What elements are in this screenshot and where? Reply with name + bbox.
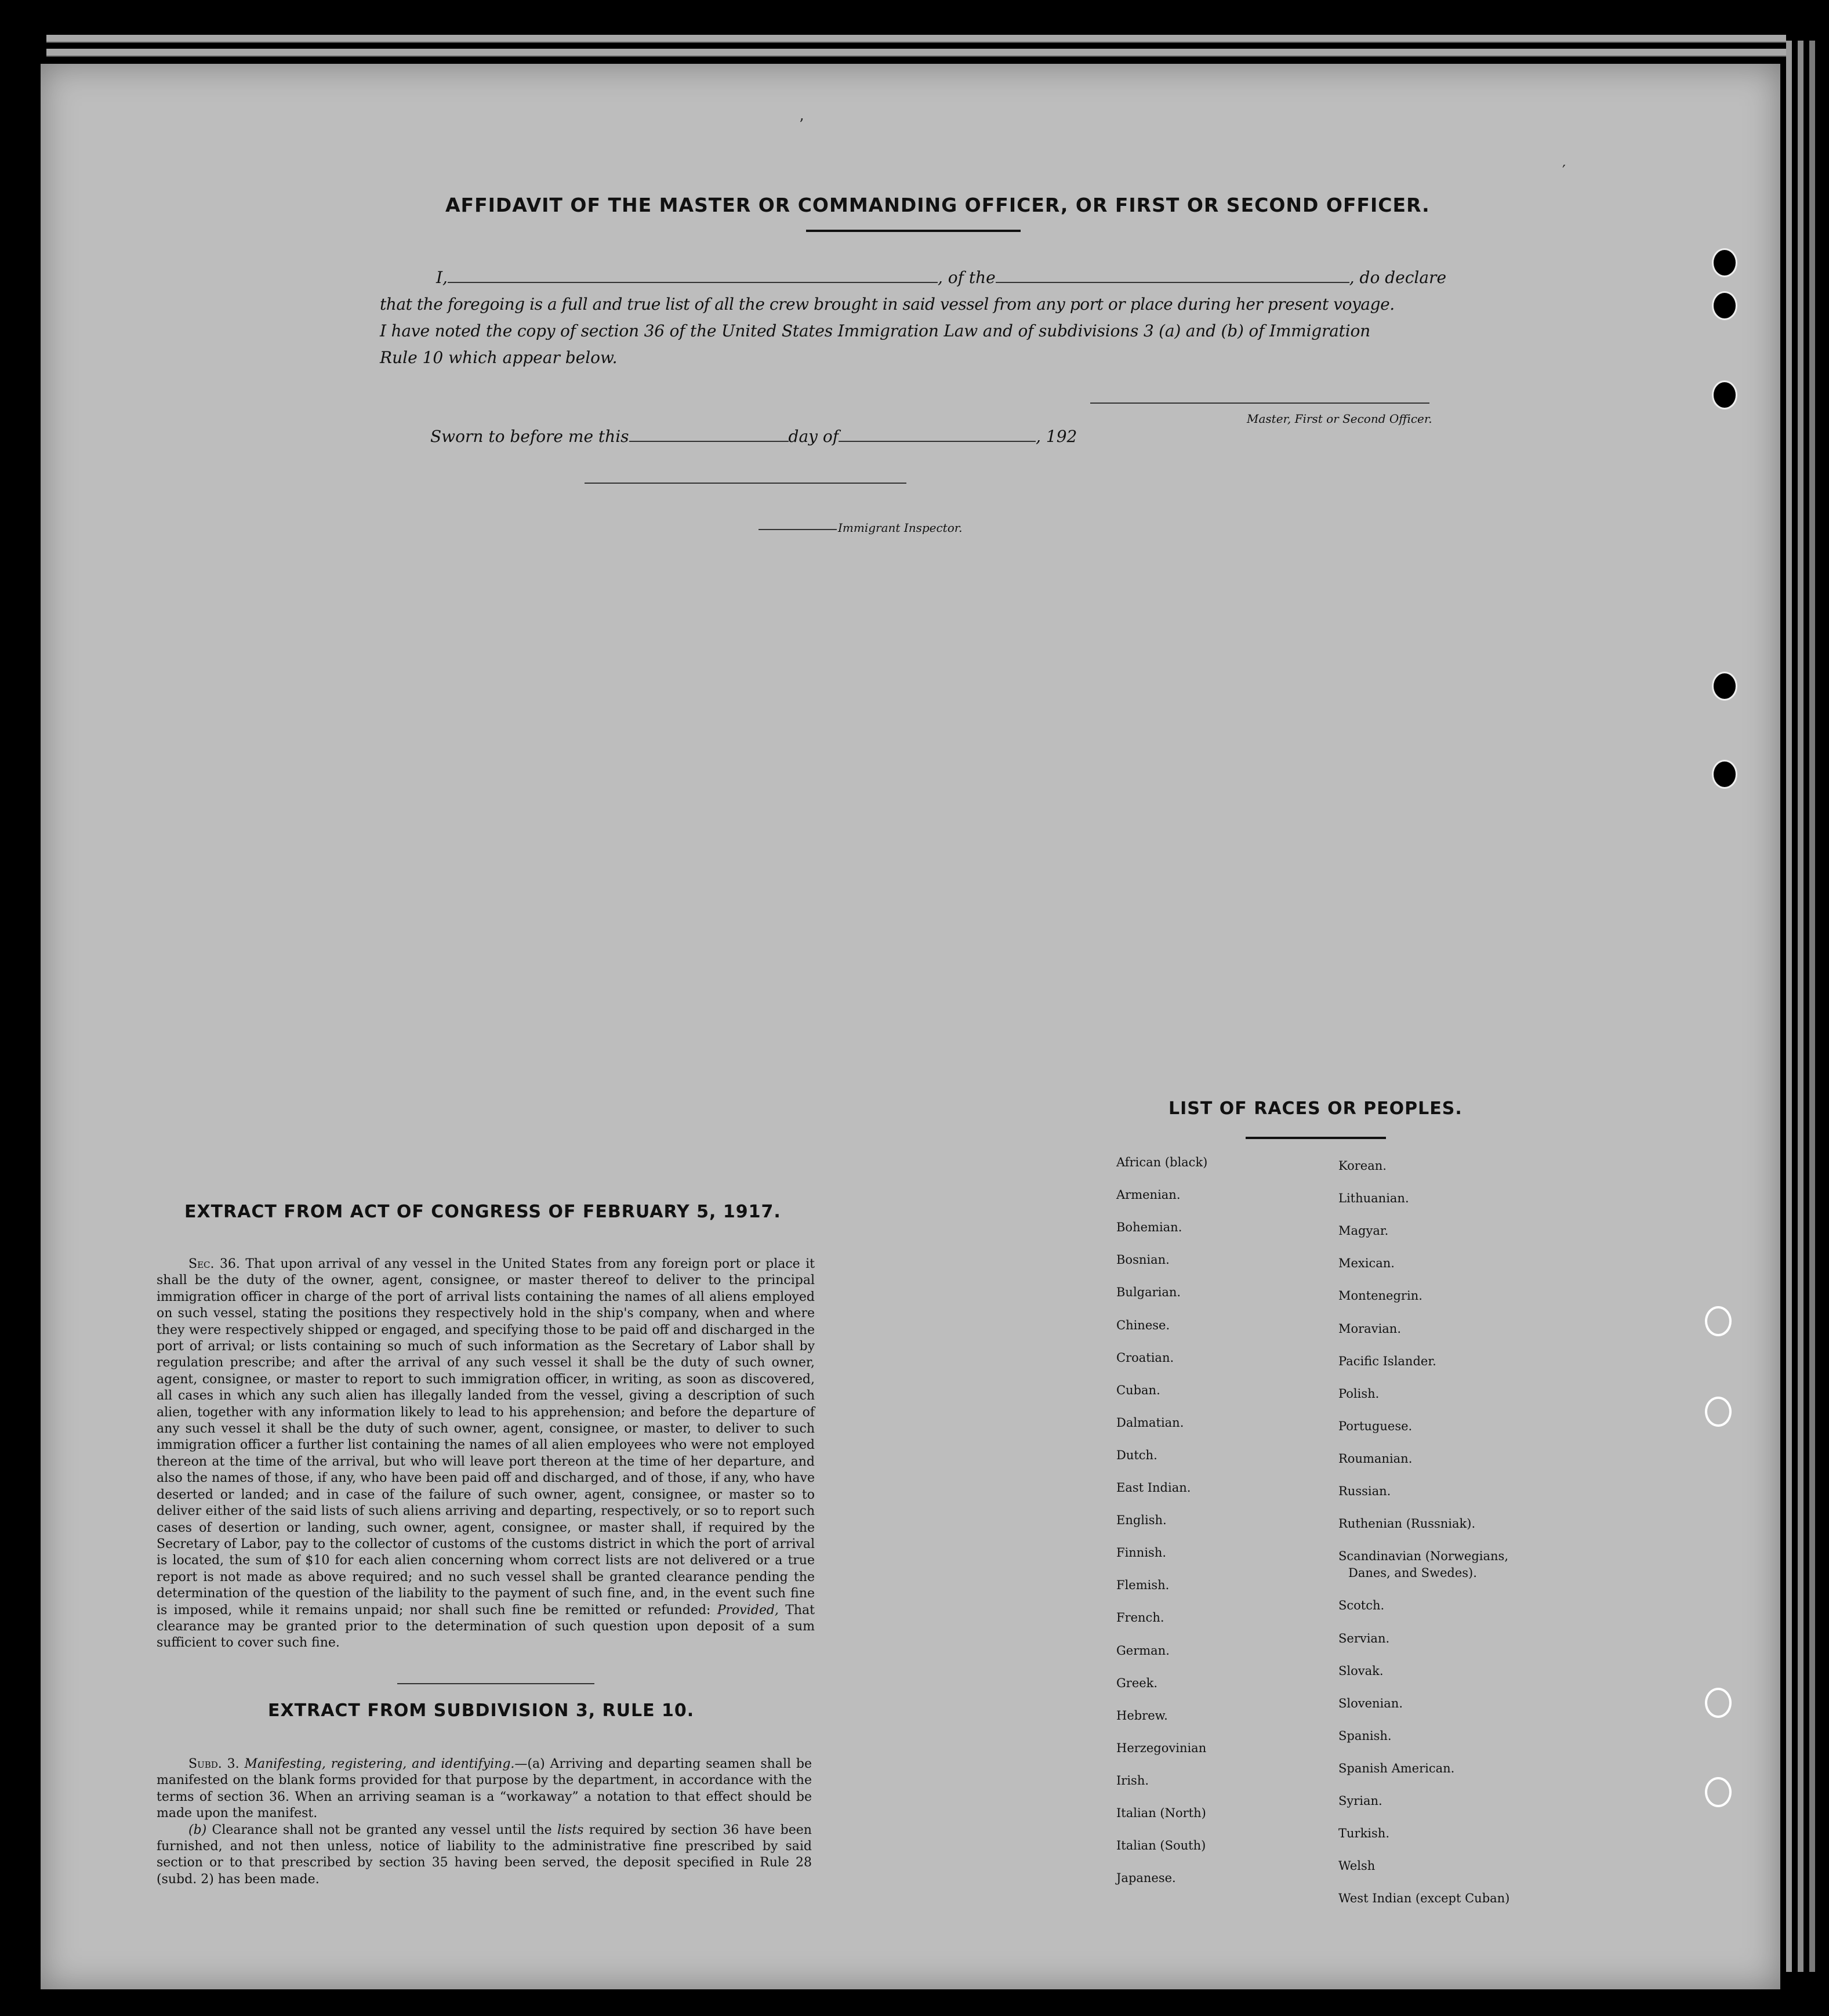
race-item: Polish.	[1338, 1386, 1380, 1401]
race-item: Korean.	[1338, 1159, 1387, 1173]
race-item: Ruthenian (Russniak).	[1338, 1517, 1476, 1531]
race-item: Portuguese.	[1338, 1419, 1413, 1433]
race-item: Spanish.	[1338, 1728, 1392, 1743]
affidavit-title: AFFIDAVIT OF THE MASTER OR COMMANDING OFFICER, OR FIRST OR SECOND OFFICER.	[445, 194, 1430, 216]
sworn-day-of: day of	[788, 427, 839, 446]
race-item: Herzegovinian	[1116, 1741, 1207, 1755]
race-item: Spanish American.	[1338, 1761, 1455, 1775]
page-stack-edge	[1798, 41, 1803, 1972]
race-item: Hebrew.	[1116, 1708, 1168, 1723]
binder-hole	[1705, 1306, 1732, 1336]
subd-label: Subd. 3.	[188, 1757, 239, 1771]
race-item: Roumanian.	[1338, 1451, 1413, 1466]
race-item: Bulgarian.	[1116, 1285, 1181, 1300]
inspector-caption: Immigrant Inspector.	[838, 521, 963, 535]
race-item: Bohemian.	[1116, 1220, 1182, 1235]
race-item: West Indian (except Cuban)	[1338, 1891, 1510, 1906]
race-item: Moravian.	[1338, 1321, 1402, 1336]
proviso-label: Provided,	[717, 1602, 779, 1618]
race-item: German.	[1116, 1643, 1170, 1658]
race-item: Italian (South)	[1116, 1839, 1206, 1853]
section-label: Sec. 36.	[188, 1257, 240, 1271]
declaration-i: I,	[436, 268, 448, 287]
declaration-do-declare: , do declare	[1349, 268, 1447, 287]
part-a-label: —(a)	[514, 1757, 545, 1771]
proviso-text: That clearance may be granted prior to the determination of such question upon deposit of a sum sufficient to cover such fine.	[157, 1602, 815, 1651]
race-item: Mexican.	[1338, 1256, 1395, 1271]
race-item: Chinese.	[1116, 1318, 1170, 1332]
part-b-lists: lists	[557, 1822, 584, 1837]
declaration-line-1	[436, 264, 1446, 291]
declaration-line-3: I have noted the copy of section 36 of the United States Immigration Law and of subdivisions 3 (a) and (b) of Immigration	[380, 321, 1370, 340]
vessel-name-field[interactable]	[996, 267, 1349, 283]
race-item: Servian.	[1338, 1631, 1390, 1645]
race-item: Dalmatian.	[1116, 1415, 1184, 1430]
binder-hole	[1712, 248, 1737, 277]
page-stack-edge	[1809, 41, 1815, 1972]
page-stack-edge	[46, 35, 1786, 43]
binder-hole	[1712, 291, 1737, 320]
binder-hole	[1712, 672, 1737, 701]
race-item: Croatian.	[1116, 1350, 1174, 1365]
sworn-line	[430, 423, 1077, 450]
stray-mark: ’	[799, 116, 804, 133]
race-item: Syrian.	[1338, 1794, 1382, 1808]
page-stack-edge	[1786, 41, 1792, 1972]
race-item: Danes, and Swedes).	[1348, 1566, 1477, 1580]
race-item: Turkish.	[1338, 1826, 1389, 1841]
inspector-signature-line[interactable]	[585, 483, 906, 484]
race-item: Greek.	[1116, 1676, 1158, 1690]
race-item: Magyar.	[1338, 1224, 1389, 1238]
part-b-label: (b)	[188, 1822, 207, 1837]
race-item: Russian.	[1338, 1484, 1391, 1498]
race-item: French.	[1116, 1611, 1164, 1625]
sworn-prefix: Sworn to before me this	[430, 427, 629, 446]
sworn-day-field[interactable]	[629, 426, 789, 442]
binder-hole	[1712, 380, 1737, 409]
officer-name-field[interactable]	[448, 267, 938, 283]
race-item: African (black)	[1116, 1155, 1208, 1169]
race-item: Bosnian.	[1116, 1253, 1170, 1267]
page-stack-edge	[46, 49, 1786, 57]
act-extract-body	[157, 1256, 815, 1652]
rule-extract-body	[157, 1756, 812, 1888]
part-b-post: required by section 36 have been furnished, and not then unless, notice of liability to the administrative fine prescribed by said section or to that prescribed by section 35 having been served, the deposit specified in Rule 28 (subd. 2) has been made.	[157, 1822, 812, 1887]
race-item: Dutch.	[1116, 1448, 1157, 1462]
part-b-pre: Clearance shall not be granted any vessel until the	[212, 1822, 552, 1837]
declaration-of-the: , of the	[937, 268, 996, 287]
race-item: Italian (North)	[1116, 1806, 1206, 1820]
race-item: Japanese.	[1116, 1871, 1176, 1886]
act-extract-title: EXTRACT FROM ACT OF CONGRESS OF FEBRUARY 5, 1917.	[184, 1202, 781, 1222]
subd-heading: Manifesting, registering, and identifying.	[244, 1757, 515, 1771]
binder-hole	[1712, 760, 1737, 789]
binder-hole	[1705, 1688, 1732, 1718]
race-item: Lithuanian.	[1338, 1191, 1409, 1206]
sworn-year: , 192	[1036, 427, 1077, 446]
race-item: Scotch.	[1338, 1598, 1385, 1613]
race-item: Slovenian.	[1338, 1696, 1403, 1710]
race-item: Pacific Islander.	[1338, 1354, 1436, 1368]
declaration-line-2: that the foregoing is a full and true list of all the crew brought in said vessel from any port or place during her present voyage.	[380, 295, 1395, 314]
part-a-text: Arriving and departing seamen shall be manifested on the blank forms provided for that purpose by the department, in accordance with the terms of section 36. When an arriving seaman is a “workaway” a notation to that effect should be made upon the manifest.	[157, 1757, 812, 1821]
title-underline	[806, 230, 1021, 232]
race-item: English.	[1116, 1513, 1167, 1528]
race-item: Flemish.	[1116, 1578, 1170, 1593]
section-text: That upon arrival of any vessel in the United States from any foreign port or place it shall be the duty of the owner, agent, consignee, or master thereof to deliver to the principal immigration officer in charge of the port of arrival lists containing the names of all aliens employed on such vessel, stating the positions they respectively hold in the ship's company, when and where they were respectively shipped or engaged, and specifying those to be paid off and discharged in the port of arrival; or lists containing so much of such information as the Secretary of Labor shall by regulation prescribe; and after the arrival of any such vessel it shall be the duty of such owner, agent, consignee, or master to report to such immigration officer, in writing, as soon as discovered, all cases in which any such alien has illegally landed from the vessel, giving a description of such alien, together with any information likely to lead to his apprehension; and before the departure of any such vessel it shall be the duty of such owner, agent, consignee, or master, to deliver to such immigration officer a further list containing the names of all alien employees who were not employed thereon at the time of the arrival, but who will leave port thereon at the time of her departure, and also the names of those, if any, who have been paid off and discharged, and of those, if any, who have deserted or landed; and in case of the failure of such owner, agent, consignee, or master so to deliver either of the said lists of such aliens arriving and departing, respectively, or so to report such cases of desertion or landing, such owner, agent, consignee, or master shall, if required by the Secretary of Labor, pay to the collector of customs of the customs district in which the port of arrival is located, the sum of $10 for each alien concerning whom correct lists are not delivered or a true report is not made as above required; and no such vessel shall be granted clearance pending the determination of the question of the liability to the payment of such fine, and, in the event such fine is imposed, while it remains unpaid; nor shall such fine be remitted or refunded:	[157, 1257, 815, 1618]
inspector-short-line	[759, 529, 837, 530]
race-item: Montenegrin.	[1338, 1289, 1422, 1303]
sworn-month-field[interactable]	[839, 426, 1036, 442]
binder-hole	[1705, 1397, 1732, 1427]
race-item: Irish.	[1116, 1773, 1149, 1787]
master-signature-line[interactable]	[1090, 403, 1429, 404]
race-item: East Indian.	[1116, 1481, 1191, 1495]
race-item: Armenian.	[1116, 1188, 1181, 1202]
race-item: Slovak.	[1338, 1663, 1384, 1678]
master-caption: Master, First or Second Officer.	[1247, 412, 1432, 426]
declaration-line-4: Rule 10 which appear below.	[380, 348, 618, 367]
section-divider	[397, 1683, 594, 1684]
race-item: Scandinavian (Norwegians,	[1338, 1549, 1509, 1564]
rule-extract-title: EXTRACT FROM SUBDIVISION 3, RULE 10.	[268, 1700, 695, 1721]
races-title-underline	[1246, 1137, 1386, 1139]
binder-hole	[1705, 1777, 1732, 1807]
races-title: LIST OF RACES OR PEOPLES.	[1168, 1098, 1463, 1119]
race-item: Welsh	[1338, 1859, 1376, 1873]
stray-mark: ′	[1562, 162, 1566, 180]
race-item: Cuban.	[1116, 1383, 1160, 1397]
race-item: Finnish.	[1116, 1546, 1167, 1560]
